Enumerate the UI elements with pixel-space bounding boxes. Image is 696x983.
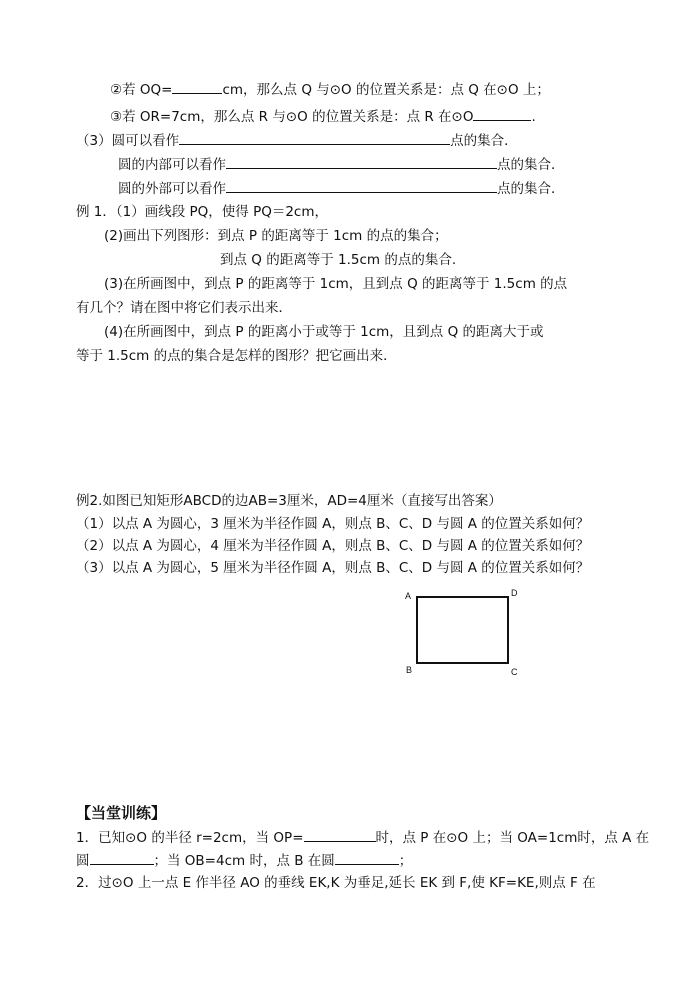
circle-exterior-text-a: 圆的外部可以看作 (118, 181, 226, 197)
circle-exterior-text-b: 点的集合． (497, 181, 565, 197)
rectangle-abcd (417, 597, 508, 663)
pq1-text-b: 时，点 P 在⊙O 上；当 OA=1cm时，点 A 在 (375, 830, 650, 846)
circle-interior-text-b: 点的集合． (497, 157, 565, 173)
example-1-part-4-cont: 等于 1.5cm 的点的集合是怎样的图形？把它画出来． (76, 348, 397, 364)
q3-text-b: . (531, 109, 536, 125)
q3-text-a: ③若 OR=7cm，那么点 R 与⊙O 的位置关系是：点 R 在⊙O (110, 109, 474, 125)
practice-question-1-cont (76, 851, 412, 870)
circle-set-text-b: 点的集合． (450, 133, 518, 149)
example-1-title: 例 1．（1）画线段 PQ，使得 PQ＝2cm， (76, 204, 328, 220)
vertex-label-a: A (405, 591, 412, 601)
practice-section-heading: 【当堂训练】 (76, 804, 167, 822)
circle-exterior-line (118, 179, 565, 198)
circle-interior-text-a: 圆的内部可以看作 (118, 157, 226, 173)
circle-set-text-a: （3）圆可以看作 (76, 133, 180, 149)
example-1-part-3-cont: 有几个？请在图中将它们表示出来． (76, 300, 292, 316)
example-2-question-1: （1）以点 A 为圆心，3 厘米为半径作圆 A，则点 B、C、D 与圆 A 的位置关系如何？ (76, 516, 590, 532)
example-1-part-2: (2)画出下列图形：到点 P 的距离等于 1cm 的点的集合； (104, 228, 448, 244)
answer-blank-oq[interactable] (172, 80, 222, 94)
example-2-title: 例2.如图已知矩形ABCD的边AB=3厘米，AD=4厘米（直接写出答案） (76, 493, 502, 509)
example-1-part-3: (3)在所画图中，到点 P 的距离等于 1cm，且到点 Q 的距离等于 1.5cm 的点 (104, 276, 568, 292)
circle-set-line (76, 131, 518, 150)
example-2-question-2: （2）以点 A 为圆心，4 厘米为半径作圆 A，则点 B、C、D 与圆 A 的位置关系如何？ (76, 538, 590, 554)
answer-blank-exterior[interactable] (226, 179, 497, 193)
example-2-question-3: （3）以点 A 为圆心，5 厘米为半径作圆 A，则点 B、C、D 与圆 A 的位置关系如何？ (76, 560, 590, 576)
answer-blank-a-position[interactable] (90, 851, 154, 865)
answer-blank-interior[interactable] (226, 155, 497, 169)
practice-question-2: 2．过⊙O 上一点 E 作半径 AO 的垂线 EK,K 为垂足,延长 EK 到 F,使 KF=KE,则点 F 在 (76, 875, 596, 891)
circle-interior-line (118, 155, 565, 174)
vertex-label-b: B (406, 665, 413, 675)
question-3-line (110, 107, 536, 126)
vertex-label-d: D (511, 588, 518, 598)
answer-blank-circle-set[interactable] (179, 131, 450, 145)
q2-text-b: cm，那么点 Q 与⊙O 的位置关系是：点 Q 在⊙O 上； (222, 82, 550, 98)
q2-text-a: ②若 OQ= (110, 82, 173, 98)
question-2-line (110, 80, 550, 99)
example-1-part-4: (4)在所画图中，到点 P 的距离小于或等于 1cm，且到点 Q 的距离大于或 (104, 324, 544, 340)
pq1-text-a: 1．已知⊙O 的半径 r=2cm，当 OP= (76, 830, 304, 846)
example-1-part-2-cont: 到点 Q 的距离等于 1.5cm 的点的集合. (220, 252, 457, 268)
answer-blank-r-position[interactable] (473, 107, 531, 121)
answer-blank-op[interactable] (304, 828, 376, 842)
practice-question-1 (76, 828, 649, 847)
pq1c-text-a: 圆 (76, 853, 90, 869)
pq1c-text-b: ；当 OB=4cm 时，点 B 在圆 (153, 853, 335, 869)
answer-blank-b-position[interactable] (335, 851, 399, 865)
pq1c-text-c: ； (398, 853, 413, 869)
rectangle-abcd-figure (400, 585, 530, 680)
vertex-label-c: C (511, 667, 518, 677)
